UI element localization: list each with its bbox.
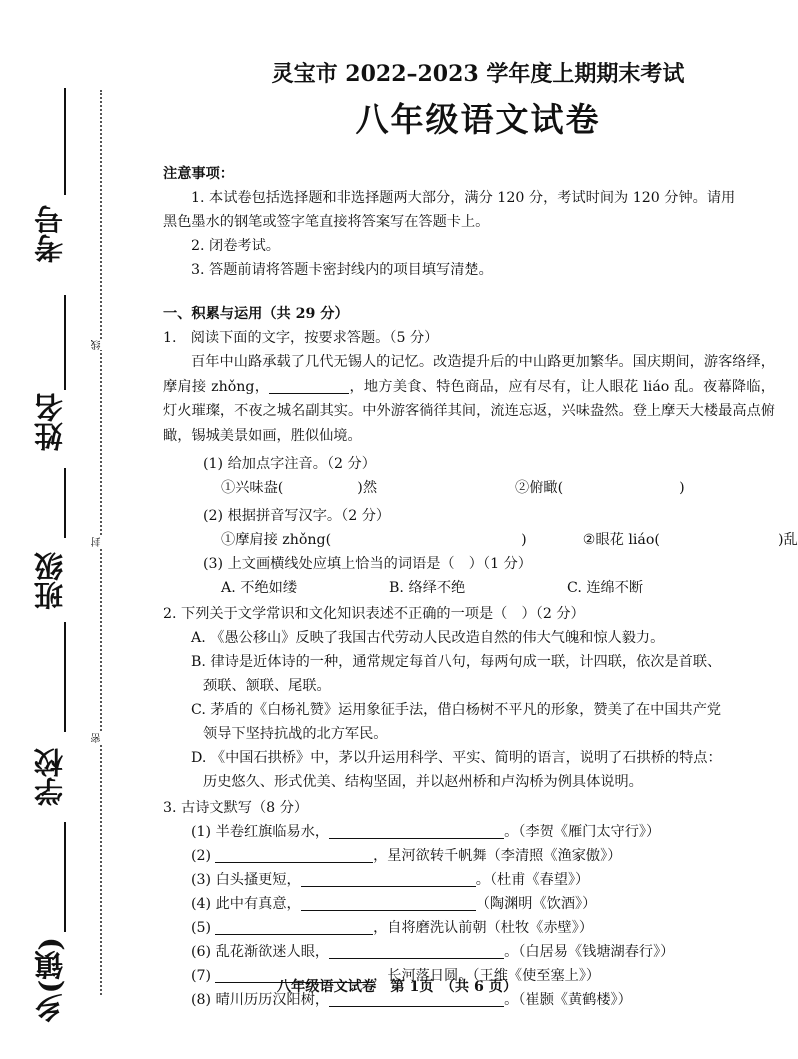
poem-8-prefix: (8) 晴川历历汉阳树， [191, 992, 330, 1008]
town-label: 乡(镇) [33, 937, 67, 1023]
sub1-a-prefix: ①兴味盎( [221, 480, 284, 496]
poem-5-prefix: (5) [191, 920, 212, 936]
exam-content [163, 58, 798, 1012]
poem-4-prefix: (4) 此中有真意， [191, 896, 301, 912]
notice-item-3: 3. 答题前请将答题卡密封线内的项目填写清楚。 [191, 262, 493, 278]
q2-option-d-cont: 历史悠久、形式优美、结构坚固，并以赵州桥和卢沟桥为例具体说明。 [203, 774, 643, 790]
q2-option-d[interactable]: D. 《中国石拱桥》中，茅以升运用科学、平实、简明的语言，说明了石拱桥的特点： [191, 750, 722, 766]
q3-stem: 3. 古诗文默写（8 分） [163, 800, 309, 816]
q1-sub1: (1) 给加点字注音。（2 分） [203, 456, 376, 472]
poem-6-prefix: (6) 乱花渐欲迷人眼， [191, 944, 330, 960]
notice-item-2: 2. 闭卷考试。 [191, 238, 280, 254]
poem-6-blank[interactable] [329, 943, 504, 959]
option-c[interactable]: C. 连绵不断 [567, 580, 644, 596]
class-label: 班级 [33, 552, 67, 610]
poem-8-suffix: 。（崔颢《黄鹤楼》） [504, 992, 632, 1008]
exam-subtitle: 八年级语文试卷 [355, 100, 601, 139]
q2-option-a[interactable]: A. 《愚公移山》反映了我国古代劳动人民改造自然的伟大气魄和惊人毅力。 [191, 630, 665, 646]
poem-7-suffix: ，长河落日圆。（王维《使至塞上》） [373, 968, 601, 984]
town-line[interactable] [64, 822, 66, 932]
poem-2-blank[interactable] [215, 847, 373, 863]
sub2-b-prefix: ②眼花 liáo( [582, 532, 660, 548]
notice-item-1-cont: 黑色墨水的钢笔或签字笔直接将答案写在答题卡上。 [163, 214, 490, 230]
q2-option-b[interactable]: B. 律诗是近体诗的一种，通常规定每首八句，每两句成一联，计四联，依次是首联、 [191, 654, 722, 670]
poem-4-blank[interactable] [301, 895, 476, 911]
q2-option-b-cont: 颈联、颔联、尾联。 [203, 678, 331, 694]
poem-line-5 [163, 916, 775, 940]
poem-1-prefix: (1) 半卷红旗临易水， [191, 824, 330, 840]
poem-5-suffix: ，自将磨洗认前朝（杜牧《赤壁》） [373, 920, 594, 936]
poem-line-1 [163, 820, 775, 844]
poem-3-prefix: (3) 白头搔更短， [191, 872, 301, 888]
poem-4-suffix: （陶渊明《饮酒》） [475, 896, 597, 912]
poem-5-blank[interactable] [215, 919, 373, 935]
q1-sub2: (2) 根据拼音写汉字。（2 分） [203, 508, 391, 524]
notice-item-1: 1. 本试卷包括选择题和非选择题两大部分，满分 120 分，考试时间为 120 分钟。请用 [191, 190, 736, 206]
poem-line-6 [163, 940, 775, 964]
sub1-b-prefix: ②俯瞰( [515, 480, 564, 496]
poem-1-blank[interactable] [329, 823, 504, 839]
q1-passage [163, 350, 775, 448]
option-b[interactable]: B. 络绎不绝 [389, 580, 466, 596]
sub2-a-suffix: ) [521, 532, 527, 548]
exam-title: 灵宝市 2022–2023 学年度上期期末考试 [271, 61, 685, 87]
poem-2-prefix: (2) [191, 848, 212, 864]
poem-1-suffix: 。（李贺《雁门太守行》） [504, 824, 661, 840]
class-line[interactable] [64, 468, 66, 538]
seal-mark-line: 线 [93, 340, 109, 350]
poem-6-suffix: 。（白居易《钱塘湖春行》） [504, 944, 675, 960]
sub1-a-suffix: )然 [357, 480, 378, 496]
sub2-a-prefix: ①摩肩接 zhǒng( [221, 532, 332, 548]
q2-stem: 2. 下列关于文学常识和文化知识表述不正确的一项是（ ）（2 分） [163, 606, 585, 622]
passage-part-2: ，地方美食、特色商品，应有尽有，让人眼花 liáo 乱。夜幕降临，灯火璀璨，不夜之城名副其实。中外游客徜徉其间，流连忘返，兴味盎然。登上摩天大楼最高点俯瞰，锡城美景如画，胜似仙境。 [163, 378, 775, 444]
page-footer: 八年级语文试卷 第 1页 （共 6 页） [276, 979, 518, 995]
poem-3-blank[interactable] [301, 871, 476, 887]
poem-line-2 [163, 844, 775, 868]
q1-stem: 1. 阅读下面的文字，按要求答题。（5 分） [163, 330, 439, 346]
exam-number-line[interactable] [64, 88, 66, 195]
school-label: 学校 [33, 748, 67, 806]
passage-blank[interactable] [269, 378, 349, 394]
school-line[interactable] [64, 622, 66, 732]
poem-7-prefix: (7) [191, 968, 212, 984]
q2-option-c[interactable]: C. 茅盾的《白杨礼赞》运用象征手法，借白杨树不平凡的形象，赞美了在中国共产党 [191, 702, 722, 718]
poem-2-suffix: ，星河欲转千帆舞（李清照《渔家傲》） [373, 848, 622, 864]
binding-margin [0, 0, 130, 1059]
notice-heading: 注意事项： [163, 166, 234, 182]
name-line[interactable] [64, 295, 66, 390]
exam-number-label: 考号 [33, 205, 67, 263]
poem-3-suffix: 。（杜甫《春望》） [475, 872, 590, 888]
name-label: 姓名 [33, 393, 67, 451]
sub1-b-suffix: ) [679, 480, 685, 496]
q1-sub2-answers [163, 528, 798, 552]
sub2-b-suffix: )乱 [777, 532, 798, 548]
q1-sub3: (3) 上文画横线处应填上恰当的词语是（ ）（1 分） [203, 556, 532, 572]
section-heading: 一、积累与运用（共 29 分） [163, 306, 349, 322]
q1-options [163, 576, 775, 600]
passage-part-1: 百年中山路承载了几代无锡人的记忆。改造提升后的中山路更加繁华。国庆期间，游客络绎，摩肩接 zhǒng， [163, 354, 775, 395]
seal-mark-seal: 封 [93, 537, 109, 547]
q1-sub1-answers [163, 476, 775, 500]
option-a[interactable]: A. 不绝如缕 [221, 580, 298, 596]
q2-option-c-cont: 领导下坚持抗战的北方军民。 [203, 726, 388, 742]
poem-line-4 [163, 892, 775, 916]
poem-line-3 [163, 868, 775, 892]
seal-mark-secret: 密 [93, 733, 109, 743]
